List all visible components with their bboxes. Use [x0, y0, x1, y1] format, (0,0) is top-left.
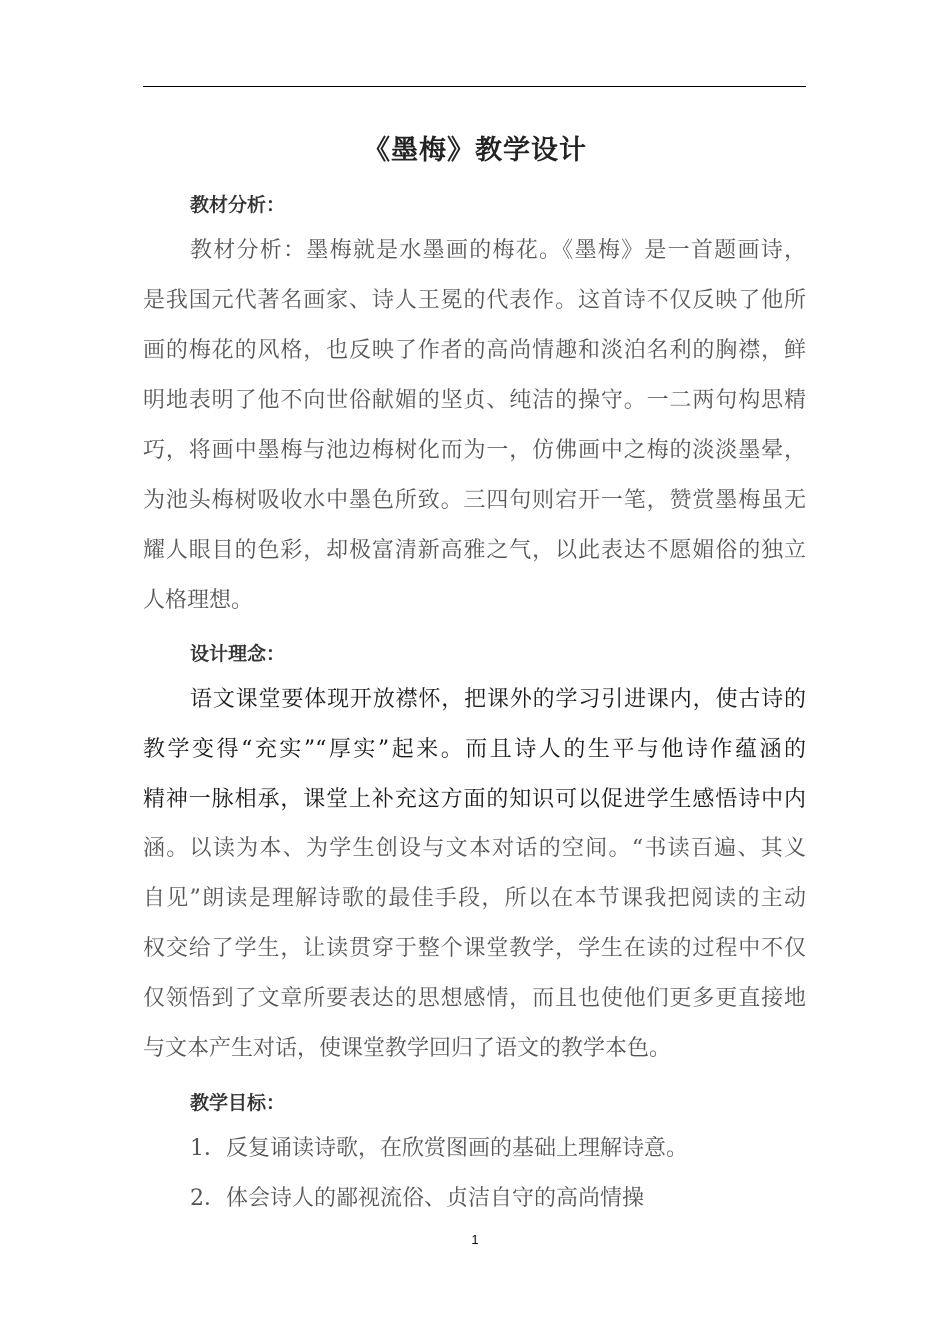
paragraph-line: 是我国元代著名画家、诗人王冕的代表作。这首诗不仅反映了他所	[143, 288, 806, 313]
objective-item: 2．体会诗人的鄙视流俗、贞洁自守的高尚情操	[190, 1186, 644, 1211]
page-number: 1	[471, 1232, 479, 1247]
paragraph-line: 人格理想。	[143, 588, 254, 613]
objective-item: 1．反复诵读诗歌，在欣赏图画的基础上理解诗意。	[190, 1136, 688, 1161]
paragraph-line: 精神一脉相承，课堂上补充这方面的知识可以促进学生感悟诗中内	[143, 787, 806, 812]
paragraph-line: 为池头梅树吸收水中墨色所致。三四句则宕开一笔，赞赏墨梅虽无	[143, 488, 806, 513]
paragraph-line: 权交给了学生，让读贯穿于整个课堂教学，学生在读的过程中不仅	[143, 936, 806, 961]
paragraph-line: 明地表明了他不向世俗献媚的坚贞、纯洁的操守。一二两句构思精	[143, 388, 806, 413]
paragraph-line: 语文课堂要体现开放襟怀，把课外的学习引进课内，使古诗的	[190, 687, 806, 712]
paragraph-line: 巧，将画中墨梅与池边梅树化而为一，仿佛画中之梅的淡淡墨晕，	[143, 438, 806, 463]
paragraph-line: 教材分析：墨梅就是水墨画的梅花。《墨梅》是一首题画诗，	[190, 238, 806, 263]
paragraph-line: 教学变得“充实”“厚实”起来。而且诗人的生平与他诗作蕴涵的	[143, 737, 806, 762]
document-title: 《墨梅》教学设计	[363, 135, 587, 166]
paragraph-line: 自见”朗读是理解诗歌的最佳手段，所以在本节课我把阅读的主动	[143, 886, 806, 911]
paragraph-line: 画的梅花的风格，也反映了作者的高尚情趣和淡泊名利的胸襟，鲜	[143, 338, 806, 363]
section-heading-analysis: 教材分析：	[190, 194, 286, 216]
paragraph-line: 耀人眼目的色彩，却极富清新高雅之气，以此表达不愿媚俗的独立	[143, 538, 806, 563]
section-heading-objectives: 教学目标：	[190, 1092, 286, 1114]
paragraph-line: 与文本产生对话，使课堂教学回归了语文的教学本色。	[143, 1036, 672, 1061]
paragraph-line: 仅领悟到了文章所要表达的思想感情，而且也使他们更多更直接地	[143, 986, 806, 1011]
section-heading-concept: 设计理念：	[190, 643, 286, 665]
header-rule	[143, 86, 806, 87]
paragraph-line: 涵。以读为本、为学生创设与文本对话的空间。“书读百遍、其义	[143, 836, 806, 861]
